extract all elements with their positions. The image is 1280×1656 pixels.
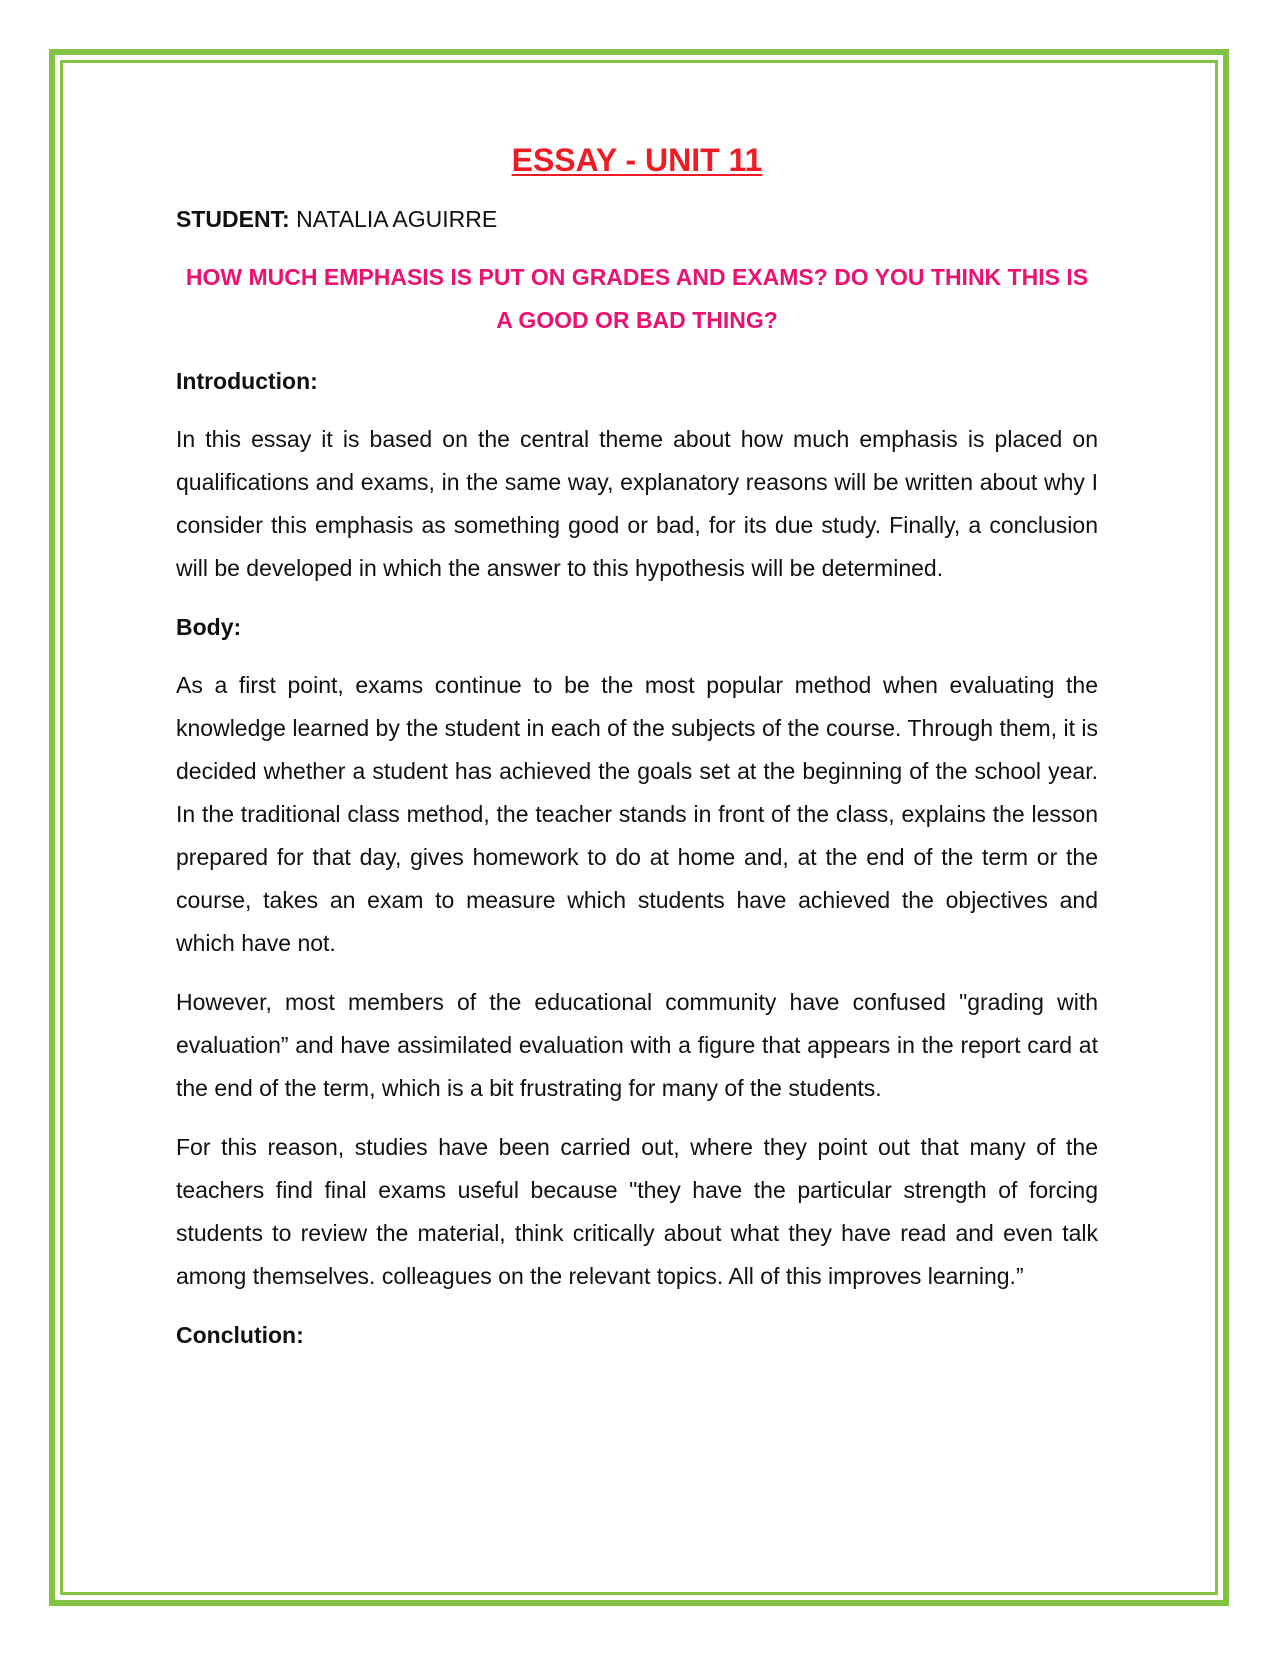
essay-title: [176, 140, 1098, 180]
body-paragraph-3: For this reason, studies have been carried out, where they point out that many of the teachers find final exams useful because "they have the particular strength of forcing students to review the material, think critically about what they have read and even talk among themselves. colleagues on the relevant topics. All of this improves learning.”: [176, 1134, 1098, 1289]
essay-content: [176, 140, 1098, 1350]
body-heading: Body:: [176, 614, 242, 640]
conclusion-heading: Conclution:: [176, 1322, 304, 1348]
body-paragraph-1: As a first point, exams continue to be the most popular method when evaluating the knowledge learned by the student in each of the subjects of the course. Through them, it is decided whether a student has achieved the goals set at the beginning of the school year. In the traditional class method, the teacher stands in front of the class, explains the lesson prepared for that day, gives homework to do at home and, at the end of the term or the course, takes an exam to measure which students have achieved the objectives and which have not.: [176, 672, 1098, 956]
essay-title-text: ESSAY - UNIT 11: [511, 142, 763, 178]
essay-question: HOW MUCH EMPHASIS IS PUT ON GRADES AND EXAMS? DO YOU THINK THIS IS A GOOD OR BAD THING?: [185, 264, 1089, 333]
introduction-paragraph: In this essay it is based on the central theme about how much emphasis is placed on qualifications and exams, in the same way, explanatory reasons will be written about why I consider this emphasis as something good or bad, for its due study. Finally, a conclusion will be developed in which the answer to this hypothesis will be determined.: [176, 426, 1098, 581]
introduction-heading: Introduction:: [176, 368, 318, 394]
student-label: STUDENT:: [176, 206, 290, 232]
body-paragraph-2: However, most members of the educational community have confused "grading with evaluation” and have assimilated evaluation with a figure that appears in the report card at the end of the term, which is a bit frustrating for many of the students.: [176, 989, 1098, 1101]
student-name: NATALIA AGUIRRE: [296, 206, 498, 232]
student-line: [176, 204, 1098, 234]
